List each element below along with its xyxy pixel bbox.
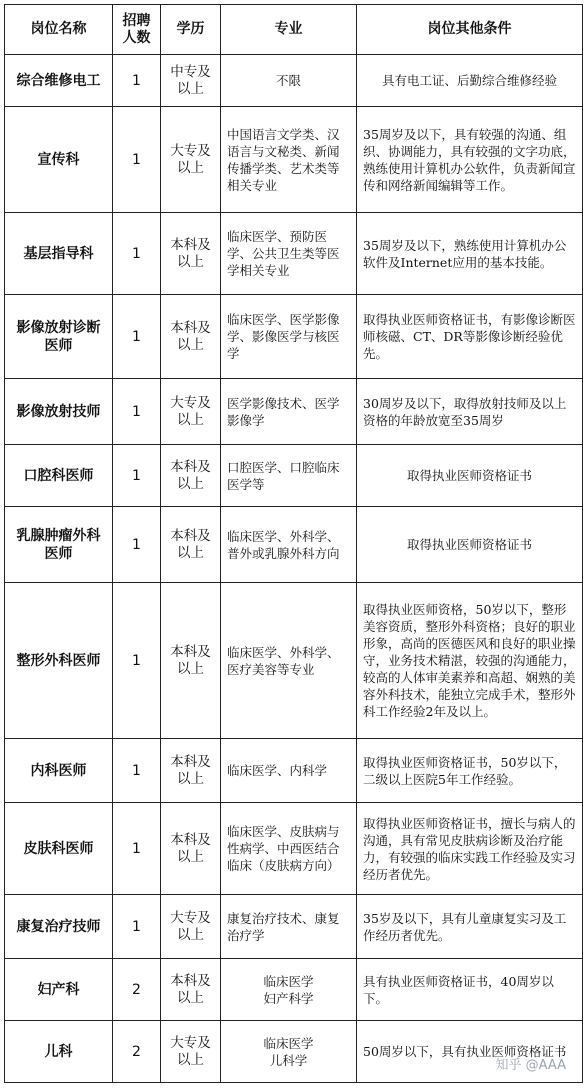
major: 临床医学、内科学 <box>221 739 357 803</box>
headcount: 1 <box>113 213 161 295</box>
other-conditions: 取得执业医师资格证书 <box>357 445 583 507</box>
other-conditions: 取得执业医师资格证书，擅长与病人的沟通，具有常见皮肤病诊断及治疗能力，有较强的临床实践工作经验及实习经历者优先。 <box>357 803 583 895</box>
education: 本科及以上 <box>161 959 221 1021</box>
education: 本科及以上 <box>161 213 221 295</box>
table-row <box>5 739 583 803</box>
major: 中国语言文学类、汉语言与文秘类、新闻传播学类、艺术类等相关专业 <box>221 107 357 213</box>
table-row <box>5 583 583 739</box>
headcount: 1 <box>113 895 161 959</box>
position-name: 基层指导科 <box>5 213 113 295</box>
education: 大专及以上 <box>161 107 221 213</box>
education: 中专及以上 <box>161 55 221 107</box>
major: 不限 <box>221 55 357 107</box>
headcount: 2 <box>113 1021 161 1083</box>
table-row <box>5 507 583 583</box>
major: 医学影像技术、医学影像学 <box>221 379 357 445</box>
position-name: 整形外科医师 <box>5 583 113 739</box>
table-row <box>5 213 583 295</box>
table-row <box>5 1021 583 1083</box>
major: 口腔医学、口腔临床医学等 <box>221 445 357 507</box>
position-name: 宣传科 <box>5 107 113 213</box>
education: 本科及以上 <box>161 445 221 507</box>
other-conditions: 取得执业医师资格证书 <box>357 507 583 583</box>
other-conditions: 35岁及以下，具有儿童康复实习及工作经历者优先。 <box>357 895 583 959</box>
other-conditions: 35周岁及以下，熟练使用计算机办公软件及Internet应用的基本技能。 <box>357 213 583 295</box>
major: 临床医学、预防医学、公共卫生类等医学相关专业 <box>221 213 357 295</box>
education: 本科及以上 <box>161 739 221 803</box>
header-headcount: 招聘人数 <box>113 5 161 55</box>
table-row <box>5 107 583 213</box>
position-name: 康复治疗技师 <box>5 895 113 959</box>
headcount: 2 <box>113 959 161 1021</box>
other-conditions: 取得执业医师资格证书，有影像诊断医师核磁、CT、DR等影像诊断经验优先。 <box>357 295 583 379</box>
table-row <box>5 55 583 107</box>
position-name: 妇产科 <box>5 959 113 1021</box>
table-row <box>5 379 583 445</box>
major: 临床医学、外科学、医疗美容等专业 <box>221 583 357 739</box>
major: 临床医学、皮肤病与性病学、中西医结合临床（皮肤病方向） <box>221 803 357 895</box>
other-conditions: 取得执业医师资格，50岁以下，整形美容资质，整形外科资格；良好的职业形象，高尚的医德医风和良好的职业操守，业务技术精湛，较强的沟通能力，较高的人体审美素养和高超、娴熟的美容外科技术，能独立完成手术，整形外科工作经验2年及以上。 <box>357 583 583 739</box>
position-name: 影像放射诊断医师 <box>5 295 113 379</box>
position-name: 乳腺肿瘤外科医师 <box>5 507 113 583</box>
education: 本科及以上 <box>161 507 221 583</box>
table-row <box>5 895 583 959</box>
other-conditions: 具有电工证、后勤综合维修经验 <box>357 55 583 107</box>
header-major: 专业 <box>221 5 357 55</box>
headcount: 1 <box>113 379 161 445</box>
watermark: 知乎 @AAA <box>495 1058 566 1073</box>
major: 临床医学、外科学、普外或乳腺外科方向 <box>221 507 357 583</box>
headcount: 1 <box>113 107 161 213</box>
position-name: 儿科 <box>5 1021 113 1083</box>
headcount: 1 <box>113 445 161 507</box>
major: 康复治疗技术、康复治疗学 <box>221 895 357 959</box>
major: 临床医学、医学影像学、影像医学与核医学 <box>221 295 357 379</box>
table-row <box>5 803 583 895</box>
other-conditions: 30周岁及以下，取得放射技师及以上资格的年龄放宽至35周岁 <box>357 379 583 445</box>
headcount: 1 <box>113 739 161 803</box>
education: 本科及以上 <box>161 583 221 739</box>
other-conditions: 具有执业医师资格证书，40周岁以下。 <box>357 959 583 1021</box>
headcount: 1 <box>113 295 161 379</box>
header-education: 学历 <box>161 5 221 55</box>
position-name: 综合维修电工 <box>5 55 113 107</box>
headcount: 1 <box>113 55 161 107</box>
education: 本科及以上 <box>161 295 221 379</box>
other-conditions: 35周岁及以下，具有较强的沟通、组织、协调能力，具有较强的文字功底，熟练使用计算机办公软件，负责新闻宣传和网络新闻编辑等工作。 <box>357 107 583 213</box>
table-row <box>5 959 583 1021</box>
position-name: 影像放射技师 <box>5 379 113 445</box>
header-row <box>5 5 583 55</box>
education: 大专及以上 <box>161 895 221 959</box>
education: 大专及以上 <box>161 1021 221 1083</box>
major: 临床医学 儿科学 <box>221 1021 357 1083</box>
position-name: 口腔科医师 <box>5 445 113 507</box>
major: 临床医学 妇产科学 <box>221 959 357 1021</box>
position-name: 皮肤科医师 <box>5 803 113 895</box>
position-name: 内科医师 <box>5 739 113 803</box>
headcount: 1 <box>113 803 161 895</box>
other-conditions: 50周岁以下，具有执业医师资格证书 <box>357 1021 583 1083</box>
header-position-name: 岗位名称 <box>5 5 113 55</box>
education: 大专及以上 <box>161 379 221 445</box>
other-conditions: 取得执业医师资格证书，50岁以下，二级以上医院5年工作经验。 <box>357 739 583 803</box>
headcount: 1 <box>113 507 161 583</box>
headcount: 1 <box>113 583 161 739</box>
job-posting-table <box>4 4 583 1083</box>
education: 本科及以上 <box>161 803 221 895</box>
table-row <box>5 295 583 379</box>
table-wrapper <box>4 4 583 1083</box>
header-other-conditions: 岗位其他条件 <box>357 5 583 55</box>
table-row <box>5 445 583 507</box>
